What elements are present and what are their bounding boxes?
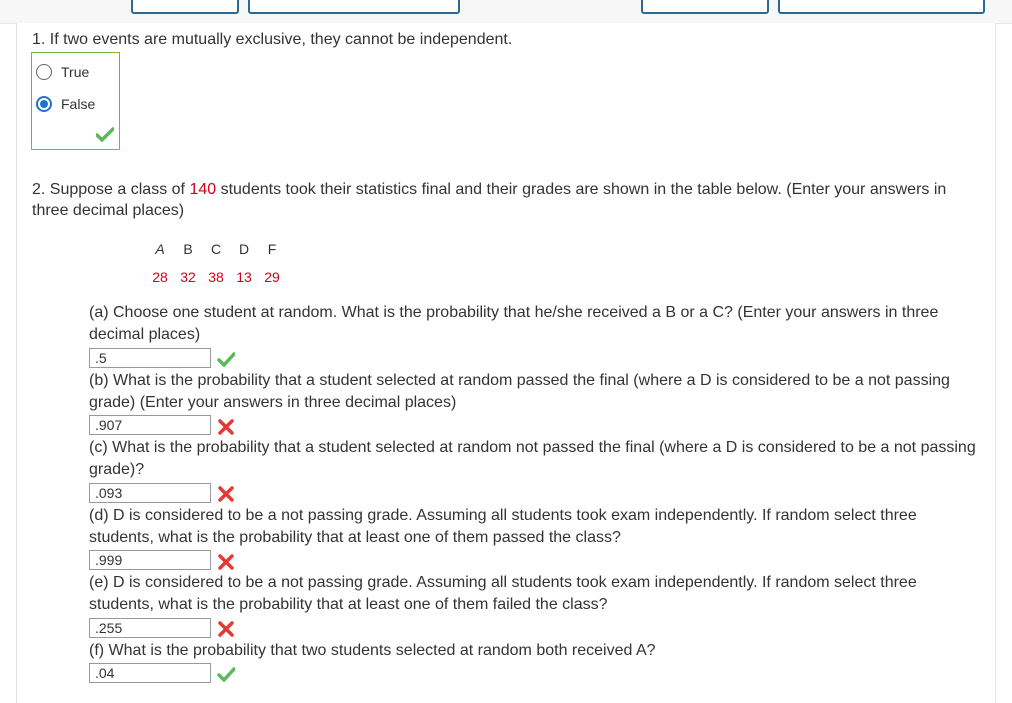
part-f-answer-input[interactable] [89, 663, 211, 683]
grade-count-d: 13 [236, 269, 252, 285]
grade-count-b: 32 [180, 269, 196, 285]
part-a-question: (a) Choose one student at random. What is the probability that he/she received a B or a C? (Enter your answers in three decimal places) [89, 304, 939, 343]
toolbar-button-1[interactable] [131, 0, 239, 14]
q2-text-after: students took their statistics final and their grades are shown in the table below. (Enter your answers in three decimal places) [32, 181, 947, 219]
grade-count-c: 38 [208, 269, 224, 285]
part-d-question: (d) D is considered to be a not passing grade. Assuming all students took exam independently. If random select three students, what is the probability that at least one of them passed the class? [89, 507, 917, 546]
check-icon [217, 350, 235, 368]
question-2-text [32, 179, 982, 221]
grade-count-f: 29 [264, 269, 280, 285]
top-toolbar [0, 0, 1012, 24]
part-f-question: (f) What is the probability that two students selected at random both received A? [89, 642, 656, 659]
toolbar-button-2[interactable] [248, 0, 460, 14]
grade-count-a: 28 [152, 269, 168, 285]
choice-true[interactable] [36, 61, 89, 83]
radio-false[interactable] [36, 96, 52, 112]
choice-true-label: True [61, 64, 90, 80]
q2-student-count: 140 [189, 181, 217, 198]
grade-letter-b: B [183, 241, 193, 257]
part-a-answer-input[interactable] [89, 348, 211, 368]
part-b-question: (b) What is the probability that a student selected at random passed the final (where a D is considered to be a not passing grade) (Enter your answers in three decimal places) [89, 372, 950, 411]
question-1-choices [31, 52, 120, 150]
part-e-answer-input[interactable] [89, 618, 211, 638]
cross-icon [217, 553, 235, 571]
check-icon [217, 665, 235, 683]
cross-icon [217, 620, 235, 638]
grade-letter-c: C [210, 241, 222, 257]
part-c-answer-input[interactable] [89, 483, 211, 503]
choice-false[interactable] [36, 93, 95, 115]
part-d-answer-input[interactable] [89, 550, 211, 570]
grade-letter-f: F [267, 241, 277, 257]
cross-icon [217, 485, 235, 503]
part-e-question: (e) D is considered to be a not passing grade. Assuming all students took exam independently. If random select three students, what is the probability that at least one of them failed the class? [89, 574, 917, 613]
toolbar-button-3[interactable] [641, 0, 769, 14]
question-1-text: 1. If two events are mutually exclusive, they cannot be independent. [32, 31, 513, 48]
check-icon [96, 127, 114, 143]
choice-false-label: False [61, 96, 96, 112]
cross-icon [217, 418, 235, 436]
part-b-answer-input[interactable] [89, 415, 211, 435]
grade-letter-d: D [238, 241, 250, 257]
grade-letter-a: A [155, 241, 165, 257]
q2-text-before: 2. Suppose a class of [32, 181, 190, 198]
part-c-question: (c) What is the probability that a student selected at random not passed the final (where a D is considered to be a not passing grade)? [89, 439, 976, 478]
radio-true[interactable] [36, 64, 52, 80]
toolbar-button-4[interactable] [778, 0, 985, 14]
